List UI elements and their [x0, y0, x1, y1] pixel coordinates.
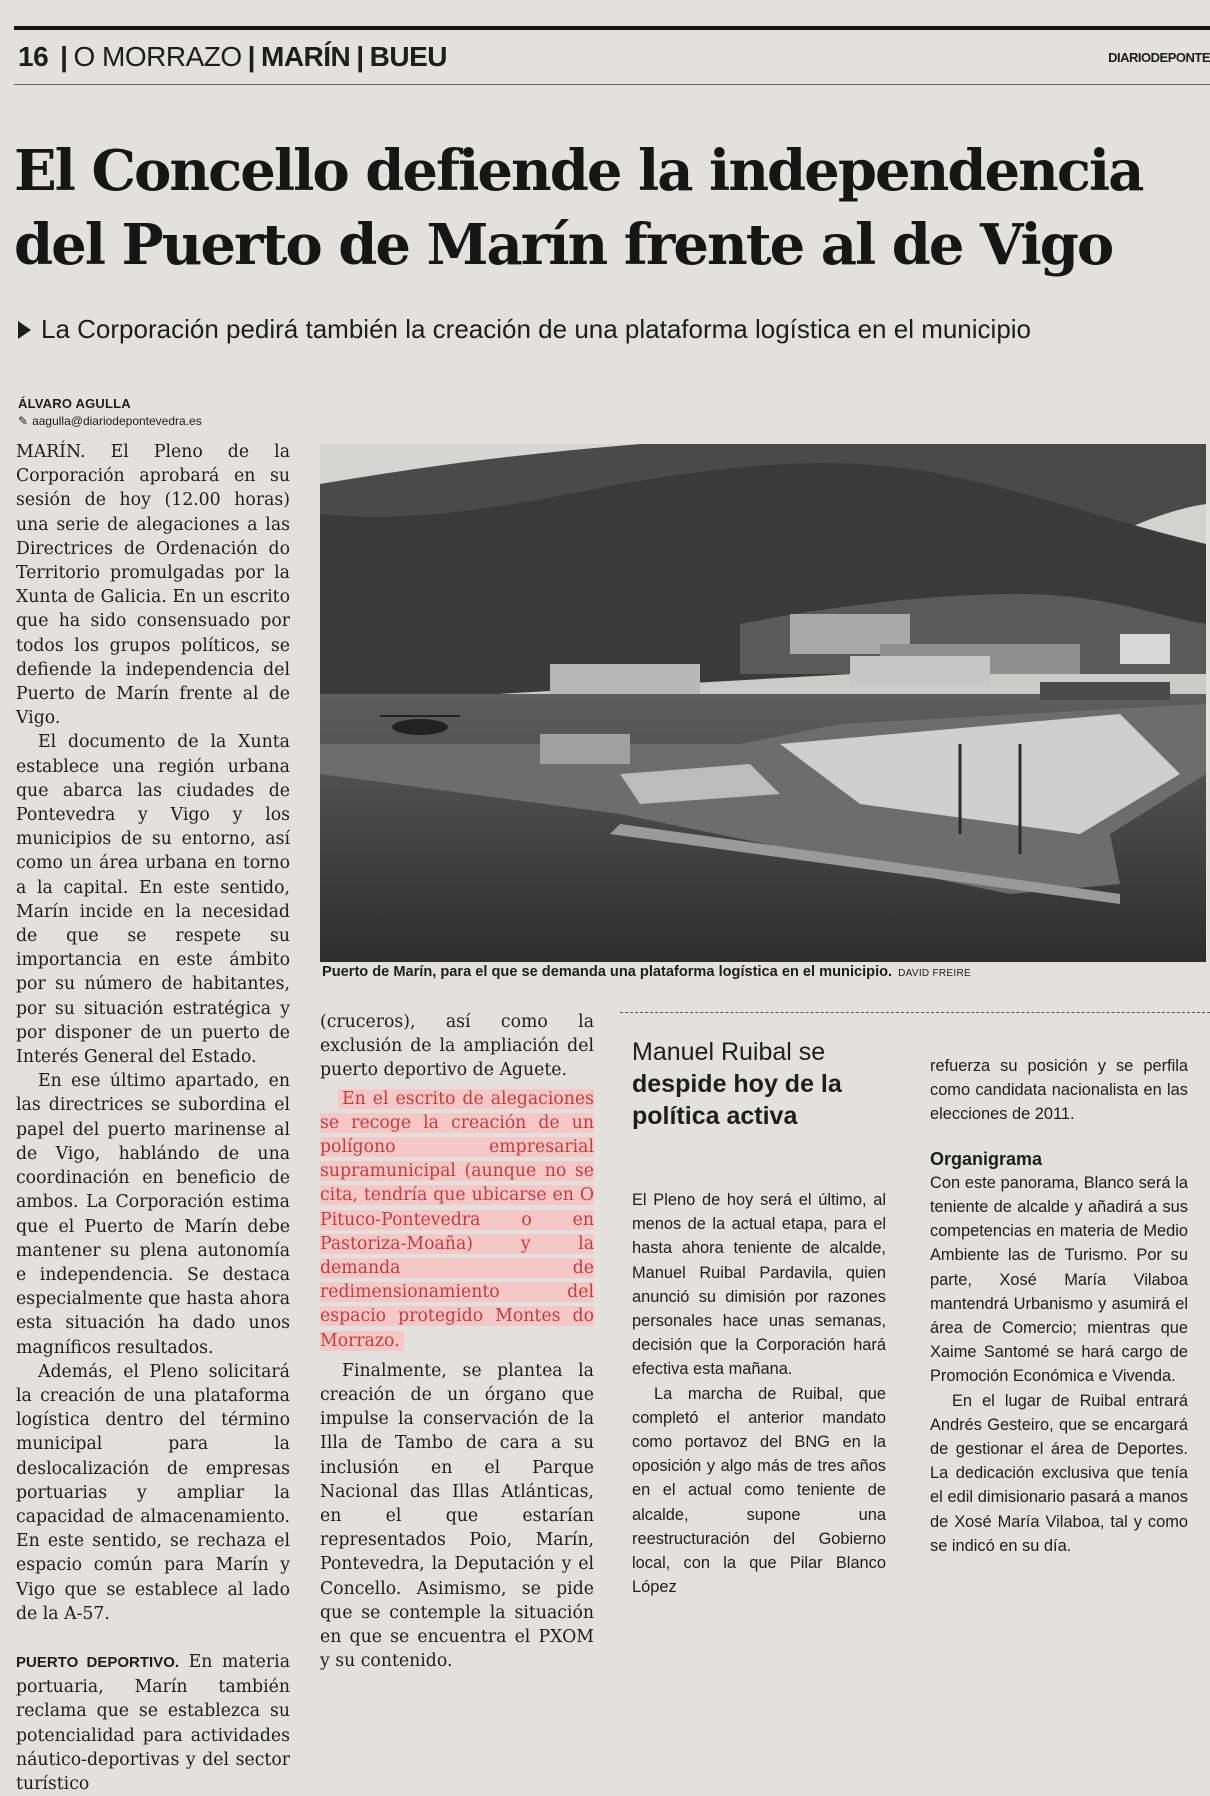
harbor-photo [320, 444, 1206, 962]
paragraph: La marcha de Ruibal, que completó el anterior mandato como portavoz del BNG en la oposición y algo más de tres años en el actual como teniente de alcalde, supone una reestructuración del Gobierno local, con la que Pilar Blanco López [632, 1384, 886, 1597]
pen-icon: ✎ [18, 414, 29, 428]
triangle-bullet-icon [18, 321, 31, 339]
separator: | [247, 41, 256, 72]
separator: | [356, 41, 364, 72]
section-bueu[interactable]: BUEU [369, 41, 447, 72]
byline-author: ÁLVARO AGULLA [18, 396, 131, 411]
paragraph [16, 1650, 290, 1796]
photo-caption-text: Puerto de Marín, para el que se demanda una plataforma logística en el municipio. [322, 964, 893, 980]
subheadline [18, 314, 1031, 345]
paragraph-highlighted [320, 1087, 594, 1353]
sidebar-title-line-1: Manuel Ruibal se [632, 1038, 826, 1066]
paragraph: En el lugar de Ruibal entrará Andrés Gesteiro, que se encargará de gestionar el área de Deportes. La dedicación exclusiva que tenía el edil dimisionario pasará a manos de Xosé María Vilaboa, tal y como se indicó en su día. [930, 1391, 1188, 1555]
sidebar-divider [620, 1012, 1210, 1013]
headline-line-2: del Puerto de Marín frente al de Vigo [14, 212, 1113, 278]
headline-line-1: El Concello defiende la independencia [14, 138, 1143, 204]
article-column-1 [16, 440, 290, 1796]
paragraph: El Pleno de hoy será el último, al menos de la actual etapa, para el hasta ahora teniente de alcalde, Manuel Ruibal Pardavila, quien anunció su dimisión por razones personales hace unas semanas, decisión que la Corporación hará efectiva esta mañana. [632, 1191, 886, 1379]
paragraph: MARÍN. El Pleno de la Corporación aprobará en su sesión de hoy (12.00 horas) una serie de alegaciones a las Directrices de Ordenación do Territorio promulgadas por la Xunta de Galicia. En un escrito que ha sido consensuado por todos los grupos políticos, se defiende la independencia del Puerto de Marín frente al de Vigo. [16, 442, 290, 729]
paragraph: Con este panorama, Blanco será la teniente de alcalde y añadirá a sus competencias en materia de Medio Ambiente las de Turismo. Por su parte, Xosé María Vilaboa mantendrá Urbanismo y asumirá el área de Comercio; mientras que Xaime Santomé se hará cargo de Promoción Económica e Vivenda. [930, 1173, 1188, 1386]
subheadline-text: La Corporación pedirá también la creación de una plataforma logística en el municipio [41, 314, 1032, 344]
separator: | [60, 41, 68, 72]
article-column-2 [320, 1010, 594, 1673]
photo-credit: DAVID FREIRE [898, 968, 971, 979]
paragraph: refuerza su posición y se perfila como candidata nacionalista en las elecciones de 2011. [930, 1057, 1188, 1124]
paragraph: Además, el Pleno solicitará la creación de una plataforma logística dentro del término municipal para la deslocalización de empresas portuarias y ampliar la capacidad de almacenamiento. En este sentido, se rechaza el espacio común para Marín y Vigo que se establece al lado de la A-57. [16, 1361, 290, 1624]
sidebar-title-line-2: despide hoy de la política activa [632, 1070, 842, 1130]
paragraph: Finalmente, se plantea la creación de un órgano que impulse la conservación de la Illa de Tambo de cara a su inclusión en el Parque Nacional das Illas Atlánticas, en el que estarían representados Poio, Marín, Pontevedra, la Deputación y el Concello. Asimismo, se pide que se contemple la situación en que se encuentra el PXOM y su contenido. [320, 1360, 594, 1672]
section-masthead [18, 40, 447, 74]
brand-logo: DIARIODEPONTE [1108, 50, 1210, 65]
top-rule [14, 26, 1210, 30]
sidebar-column-1 [632, 1188, 886, 1599]
paragraph-body: En materia portuaria, Marín también reclama que se establezca su potencialidad para actividades náutico-deportivas y del sector turístico [16, 1651, 290, 1794]
masthead-rule [14, 84, 1210, 85]
paragraph-lead: PUERTO DEPORTIVO. [16, 1653, 180, 1671]
photo-caption [322, 964, 971, 980]
sidebar-title [632, 1036, 902, 1132]
page-number: 16 [18, 41, 49, 72]
byline-email [18, 414, 202, 428]
email-text[interactable]: aagulla@diariodepontevedra.es [32, 414, 202, 428]
sidebar-subhead: Organigrama [930, 1148, 1043, 1169]
headline [14, 134, 1206, 282]
highlighted-text: En el escrito de alegaciones se recoge la creación de un polígono empresarial supramunicipal (aunque no se cita, tendría que ubicarse en O Pituco-Pontevedra o en Pastoriza-Moaña) y la demanda de redimensionamiento del espacio protegido Montes do Morrazo. [320, 1088, 594, 1351]
paragraph: El documento de la Xunta establece una región urbana que abarca las ciudades de Pontevedra y Vigo y los municipios de su entorno, así como un área urbana en torno a la capital. En este sentido, Marín incide en la necesidad de que se respete su importancia en este ámbito por su número de habitantes, por su situación estratégica y por disponer de un puerto de Interés General del Estado. [16, 732, 290, 1068]
section-marin[interactable]: MARÍN [261, 41, 351, 72]
sidebar-column-2 [930, 1054, 1188, 1558]
section-o-morrazo[interactable]: O MORRAZO [73, 41, 242, 72]
paragraph: En ese último apartado, en las directrices se subordina el papel del puerto marinense al de Vigo, hablándo de una coordinación en beneficio de ambos. La Corporación estima que el Puerto de Marín debe mantener su plena autonomía e independencia. Se destaca especialmente que hasta ahora esta situación ha dado unos magníficos resultados. [16, 1071, 290, 1358]
paragraph: (cruceros), así como la exclusión de la ampliación del puerto deportivo de Aguete. [320, 1012, 594, 1081]
